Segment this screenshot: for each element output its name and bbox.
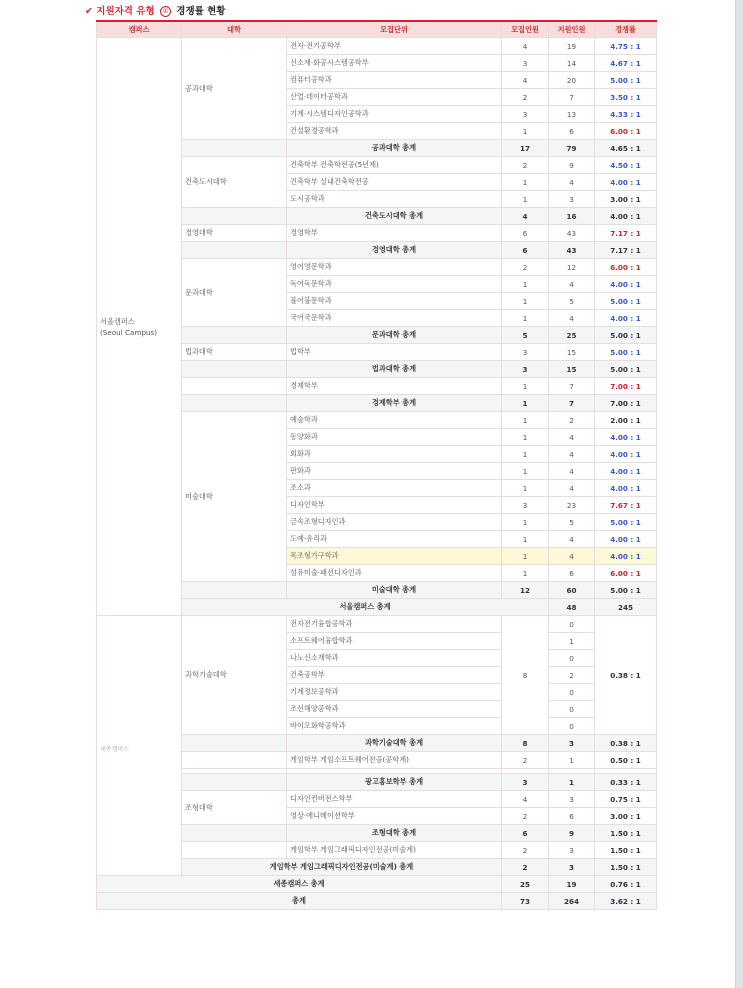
applicants-cell: 2	[549, 667, 595, 684]
applicants-cell: 4	[549, 463, 595, 480]
unit-cell: 영어영문학과	[287, 259, 502, 276]
col-quota: 모집인원	[502, 21, 549, 38]
college-cell: 건축도시대학	[182, 157, 287, 208]
rate-cell: 4.00 : 1	[595, 531, 657, 548]
rate-cell: 4.00 : 1	[595, 208, 657, 225]
subtotal-label: 조형대학 총계	[287, 825, 502, 842]
rate-cell: 0.50 : 1	[595, 752, 657, 769]
rate-cell: 5.00 : 1	[595, 582, 657, 599]
quota-cell: 25	[502, 876, 549, 893]
rate-cell: 7.00 : 1	[595, 378, 657, 395]
unit-cell: 국어국문학과	[287, 310, 502, 327]
campus-name: 서울캠퍼스	[100, 316, 135, 326]
quota-cell: 6	[502, 825, 549, 842]
rate-cell: 5.00 : 1	[595, 514, 657, 531]
applicants-cell: 60	[549, 582, 595, 599]
college-cell-empty	[182, 752, 287, 769]
applicants-cell: 7	[549, 89, 595, 106]
quota-cell: 3	[502, 361, 549, 378]
applicants-cell: 19	[549, 38, 595, 55]
quota-cell: 2	[502, 859, 549, 876]
campus-total-row	[97, 876, 657, 893]
quota-cell: 3	[502, 55, 549, 72]
applicants-cell: 0	[549, 718, 595, 735]
rate-cell: 0.38 : 1	[595, 616, 657, 735]
applicants-cell: 9	[549, 825, 595, 842]
college-cell: 법과대학	[182, 344, 287, 361]
quota-cell: 1	[502, 446, 549, 463]
unit-cell: 디자인컨버전스학부	[287, 791, 502, 808]
check-circle-icon: ✔	[85, 6, 93, 17]
unit-cell: 전자전기융합공학과	[287, 616, 502, 633]
quota-cell: 2	[502, 157, 549, 174]
applicants-cell: 0	[549, 616, 595, 633]
applicants-cell: 5	[549, 514, 595, 531]
quota-cell: 2	[502, 89, 549, 106]
quota-cell: 1	[502, 463, 549, 480]
applicants-cell: 1	[549, 633, 595, 650]
rate-cell: 7.17 : 1	[595, 225, 657, 242]
quota-cell: 1	[502, 412, 549, 429]
quota-cell: 3	[502, 497, 549, 514]
quota-cell: 2	[502, 842, 549, 859]
college-cell-empty	[182, 361, 287, 378]
applicants-cell: 43	[549, 225, 595, 242]
subtotal-label: 과학기술대학 총계	[287, 735, 502, 752]
applicants-cell: 3	[549, 859, 595, 876]
rate-cell: 7.00 : 1	[595, 395, 657, 412]
unit-cell: 산업·데이터공학과	[287, 89, 502, 106]
quota-cell: 2	[502, 752, 549, 769]
subtotal-label: 경영대학 총계	[287, 242, 502, 259]
quota-cell: 8	[502, 735, 549, 752]
rate-cell: 7.67 : 1	[595, 497, 657, 514]
quota-cell: 5	[502, 327, 549, 344]
applicants-cell: 245	[595, 599, 657, 616]
college-cell-empty	[182, 242, 287, 259]
subtotal-label: 법과대학 총계	[287, 361, 502, 378]
unit-cell: 경제학부	[287, 378, 502, 395]
college-cell-empty	[182, 774, 287, 791]
applicants-cell: 3	[549, 791, 595, 808]
rate-cell: 6.00 : 1	[595, 565, 657, 582]
applicants-cell: 6	[549, 123, 595, 140]
applicants-cell: 9	[549, 157, 595, 174]
college-cell-empty	[182, 825, 287, 842]
quota-cell: 4	[502, 208, 549, 225]
rate-cell: 5.00 : 1	[595, 327, 657, 344]
quota-cell: 1	[502, 174, 549, 191]
rate-cell: 4.33 : 1	[595, 106, 657, 123]
college-cell: 미술대학	[182, 412, 287, 582]
college-cell: 조형대학	[182, 791, 287, 825]
applicants-cell: 4	[549, 276, 595, 293]
applicants-cell: 3	[549, 735, 595, 752]
table-row	[97, 38, 657, 55]
unit-cell: 기계·시스템디자인공학과	[287, 106, 502, 123]
unit-cell: 목조형가구학과	[287, 548, 502, 565]
grand-total-label: 총계	[97, 893, 502, 910]
col-campus: 캠퍼스	[97, 21, 182, 38]
college-cell-empty	[182, 378, 287, 395]
rate-cell: 0.76 : 1	[595, 876, 657, 893]
rate-cell: 4.75 : 1	[595, 38, 657, 55]
unit-cell: 조선해양공학과	[287, 701, 502, 718]
unit-cell: 디자인학부	[287, 497, 502, 514]
col-applicants: 지원인원	[549, 21, 595, 38]
college-cell: 공과대학	[182, 38, 287, 140]
campus-total-label: 서울캠퍼스 총계	[182, 599, 549, 616]
applicants-cell: 13	[549, 106, 595, 123]
unit-cell: 섬유미술·패션디자인과	[287, 565, 502, 582]
quota-cell: 1	[502, 565, 549, 582]
rate-cell: 5.00 : 1	[595, 344, 657, 361]
quota-cell: 1	[502, 123, 549, 140]
subtotal-label: 광고홍보학부 총계	[287, 774, 502, 791]
applicants-cell: 4	[549, 531, 595, 548]
section-title-suffix: 경쟁률 현황	[176, 6, 226, 17]
rate-cell: 0.38 : 1	[595, 735, 657, 752]
unit-cell: 회화과	[287, 446, 502, 463]
unit-cell: 나노신소재학과	[287, 650, 502, 667]
quota-cell: 1	[502, 378, 549, 395]
campus-name-en: (Seoul Campus)	[100, 327, 158, 337]
table-row	[97, 616, 657, 633]
quota-cell: 48	[549, 599, 595, 616]
applicants-cell: 19	[549, 876, 595, 893]
applicants-cell: 16	[549, 208, 595, 225]
quota-cell: 6	[502, 242, 549, 259]
quota-cell: 1	[502, 514, 549, 531]
rate-cell: 1.50 : 1	[595, 842, 657, 859]
applicants-cell: 4	[549, 310, 595, 327]
rate-cell: 4.00 : 1	[595, 548, 657, 565]
subtotal-label: 경제학부 총계	[287, 395, 502, 412]
quota-cell: 1	[502, 276, 549, 293]
applicants-cell: 12	[549, 259, 595, 276]
rate-cell: 1.50 : 1	[595, 825, 657, 842]
rate-cell: 7.17 : 1	[595, 242, 657, 259]
quota-cell: 1	[502, 531, 549, 548]
quota-cell: 1	[502, 480, 549, 497]
subtotal-label: 공과대학 총계	[287, 140, 502, 157]
rate-cell: 3.62 : 1	[595, 893, 657, 910]
college-cell-empty	[182, 842, 287, 859]
quota-cell: 1	[502, 191, 549, 208]
quota-cell: 3	[502, 774, 549, 791]
rate-cell: 2.00 : 1	[595, 412, 657, 429]
unit-cell: 신소재·화공시스템공학부	[287, 55, 502, 72]
quota-cell: 4	[502, 791, 549, 808]
rate-cell: 4.00 : 1	[595, 174, 657, 191]
unit-cell: 판화과	[287, 463, 502, 480]
college-cell-empty	[182, 582, 287, 599]
applicants-cell: 2	[549, 412, 595, 429]
section-title-prefix: 지원자격 유형	[96, 6, 155, 17]
quota-cell: 3	[502, 106, 549, 123]
unit-cell: 소프트웨어융합학과	[287, 633, 502, 650]
applicants-cell: 3	[549, 842, 595, 859]
table-header-row	[97, 21, 657, 38]
college-cell-empty	[182, 327, 287, 344]
subtotal-label: 미술대학 총계	[287, 582, 502, 599]
rate-cell: 5.00 : 1	[595, 293, 657, 310]
rate-cell: 4.00 : 1	[595, 310, 657, 327]
quota-cell: 1	[502, 395, 549, 412]
applicants-cell: 7	[549, 395, 595, 412]
unit-cell: 도시공학과	[287, 191, 502, 208]
unit-cell: 게임학부 게임소프트웨어전공(공학계)	[287, 752, 502, 769]
campus-name: 세종캠퍼스	[100, 746, 129, 753]
campus-cell-sejong	[97, 616, 182, 876]
applicants-cell: 264	[549, 893, 595, 910]
unit-cell: 게임학부 게임그래픽디자인전공(미술계)	[287, 842, 502, 859]
unit-cell: 법학부	[287, 344, 502, 361]
unit-cell: 독어독문학과	[287, 276, 502, 293]
unit-cell: 컴퓨터공학과	[287, 72, 502, 89]
rate-cell: 4.65 : 1	[595, 140, 657, 157]
rate-cell: 3.50 : 1	[595, 89, 657, 106]
college-cell: 문과대학	[182, 259, 287, 327]
unit-cell: 전자·전기공학부	[287, 38, 502, 55]
applicants-cell: 25	[549, 327, 595, 344]
applicants-cell: 20	[549, 72, 595, 89]
quota-cell: 17	[502, 140, 549, 157]
applicants-cell: 0	[549, 684, 595, 701]
applicants-cell: 4	[549, 174, 595, 191]
rate-cell: 4.50 : 1	[595, 157, 657, 174]
unit-cell: 건축공학부	[287, 667, 502, 684]
quota-cell: 1	[502, 548, 549, 565]
rate-cell: 4.00 : 1	[595, 463, 657, 480]
grand-total-row	[97, 893, 657, 910]
quota-cell: 4	[502, 72, 549, 89]
rate-cell: 0.33 : 1	[595, 774, 657, 791]
quota-cell: 8	[502, 616, 549, 735]
section-title	[85, 3, 225, 16]
applicants-cell: 4	[549, 429, 595, 446]
applicants-cell: 1	[549, 774, 595, 791]
rate-cell: 5.00 : 1	[595, 361, 657, 378]
rate-cell: 6.00 : 1	[595, 259, 657, 276]
applicants-cell: 4	[549, 446, 595, 463]
unit-cell: 동양화과	[287, 429, 502, 446]
unit-cell: 예술학과	[287, 412, 502, 429]
subtotal-label: 게임학부 게임그래픽디자인전공(미술계) 총계	[182, 859, 502, 876]
rate-cell: 4.00 : 1	[595, 429, 657, 446]
rate-cell: 4.00 : 1	[595, 276, 657, 293]
rate-cell: 6.00 : 1	[595, 123, 657, 140]
applicants-cell: 4	[549, 548, 595, 565]
applicants-cell: 23	[549, 497, 595, 514]
applicants-cell: 3	[549, 191, 595, 208]
applicants-cell: 14	[549, 55, 595, 72]
college-cell-empty	[182, 735, 287, 752]
applicants-cell: 79	[549, 140, 595, 157]
quota-cell: 2	[502, 259, 549, 276]
rate-cell: 4.00 : 1	[595, 446, 657, 463]
rate-cell: 3.00 : 1	[595, 808, 657, 825]
quota-cell: 73	[502, 893, 549, 910]
applicants-cell: 5	[549, 293, 595, 310]
unit-cell: 건축학부 건축학전공(5년제)	[287, 157, 502, 174]
applicants-cell: 43	[549, 242, 595, 259]
college-cell: 과학기술대학	[182, 616, 287, 735]
subtotal-label: 문과대학 총계	[287, 327, 502, 344]
rate-cell: 4.67 : 1	[595, 55, 657, 72]
campus-cell-seoul	[97, 38, 182, 616]
college-cell-empty	[182, 208, 287, 225]
quota-cell: 1	[502, 310, 549, 327]
quota-cell: 12	[502, 582, 549, 599]
applicants-cell: 1	[549, 752, 595, 769]
col-rate: 경쟁률	[595, 21, 657, 38]
unit-cell: 조소과	[287, 480, 502, 497]
competition-rate-table	[96, 20, 657, 910]
unit-cell: 경영학부	[287, 225, 502, 242]
unit-cell: 바이오화학공학과	[287, 718, 502, 735]
quota-cell: 3	[502, 344, 549, 361]
college-cell-empty	[182, 395, 287, 412]
section-title-number: ①	[160, 6, 171, 17]
campus-total-label: 세종캠퍼스 총계	[97, 876, 502, 893]
quota-cell: 4	[502, 38, 549, 55]
college-cell: 경영대학	[182, 225, 287, 242]
unit-cell: 도예·유리과	[287, 531, 502, 548]
rate-cell: 0.75 : 1	[595, 791, 657, 808]
unit-cell: 영상·애니메이션학부	[287, 808, 502, 825]
unit-cell: 건설환경공학과	[287, 123, 502, 140]
applicants-cell: 6	[549, 565, 595, 582]
applicants-cell: 7	[549, 378, 595, 395]
applicants-cell: 4	[549, 480, 595, 497]
quota-cell: 1	[502, 293, 549, 310]
rate-cell: 1.50 : 1	[595, 859, 657, 876]
rate-cell: 3.00 : 1	[595, 191, 657, 208]
unit-cell: 금속조형디자인과	[287, 514, 502, 531]
quota-cell: 1	[502, 429, 549, 446]
rate-cell: 5.00 : 1	[595, 72, 657, 89]
col-unit: 모집단위	[287, 21, 502, 38]
applicants-cell: 0	[549, 701, 595, 718]
applicants-cell: 15	[549, 344, 595, 361]
quota-cell: 2	[502, 808, 549, 825]
quota-cell: 6	[502, 225, 549, 242]
college-cell-empty	[182, 140, 287, 157]
unit-cell: 불어불문학과	[287, 293, 502, 310]
applicants-cell: 6	[549, 808, 595, 825]
unit-cell: 기계정보공학과	[287, 684, 502, 701]
applicants-cell: 15	[549, 361, 595, 378]
applicants-cell: 0	[549, 650, 595, 667]
subtotal-label: 건축도시대학 총계	[287, 208, 502, 225]
rate-cell: 4.00 : 1	[595, 480, 657, 497]
unit-cell: 건축학부 실내건축학전공	[287, 174, 502, 191]
col-college: 대학	[182, 21, 287, 38]
